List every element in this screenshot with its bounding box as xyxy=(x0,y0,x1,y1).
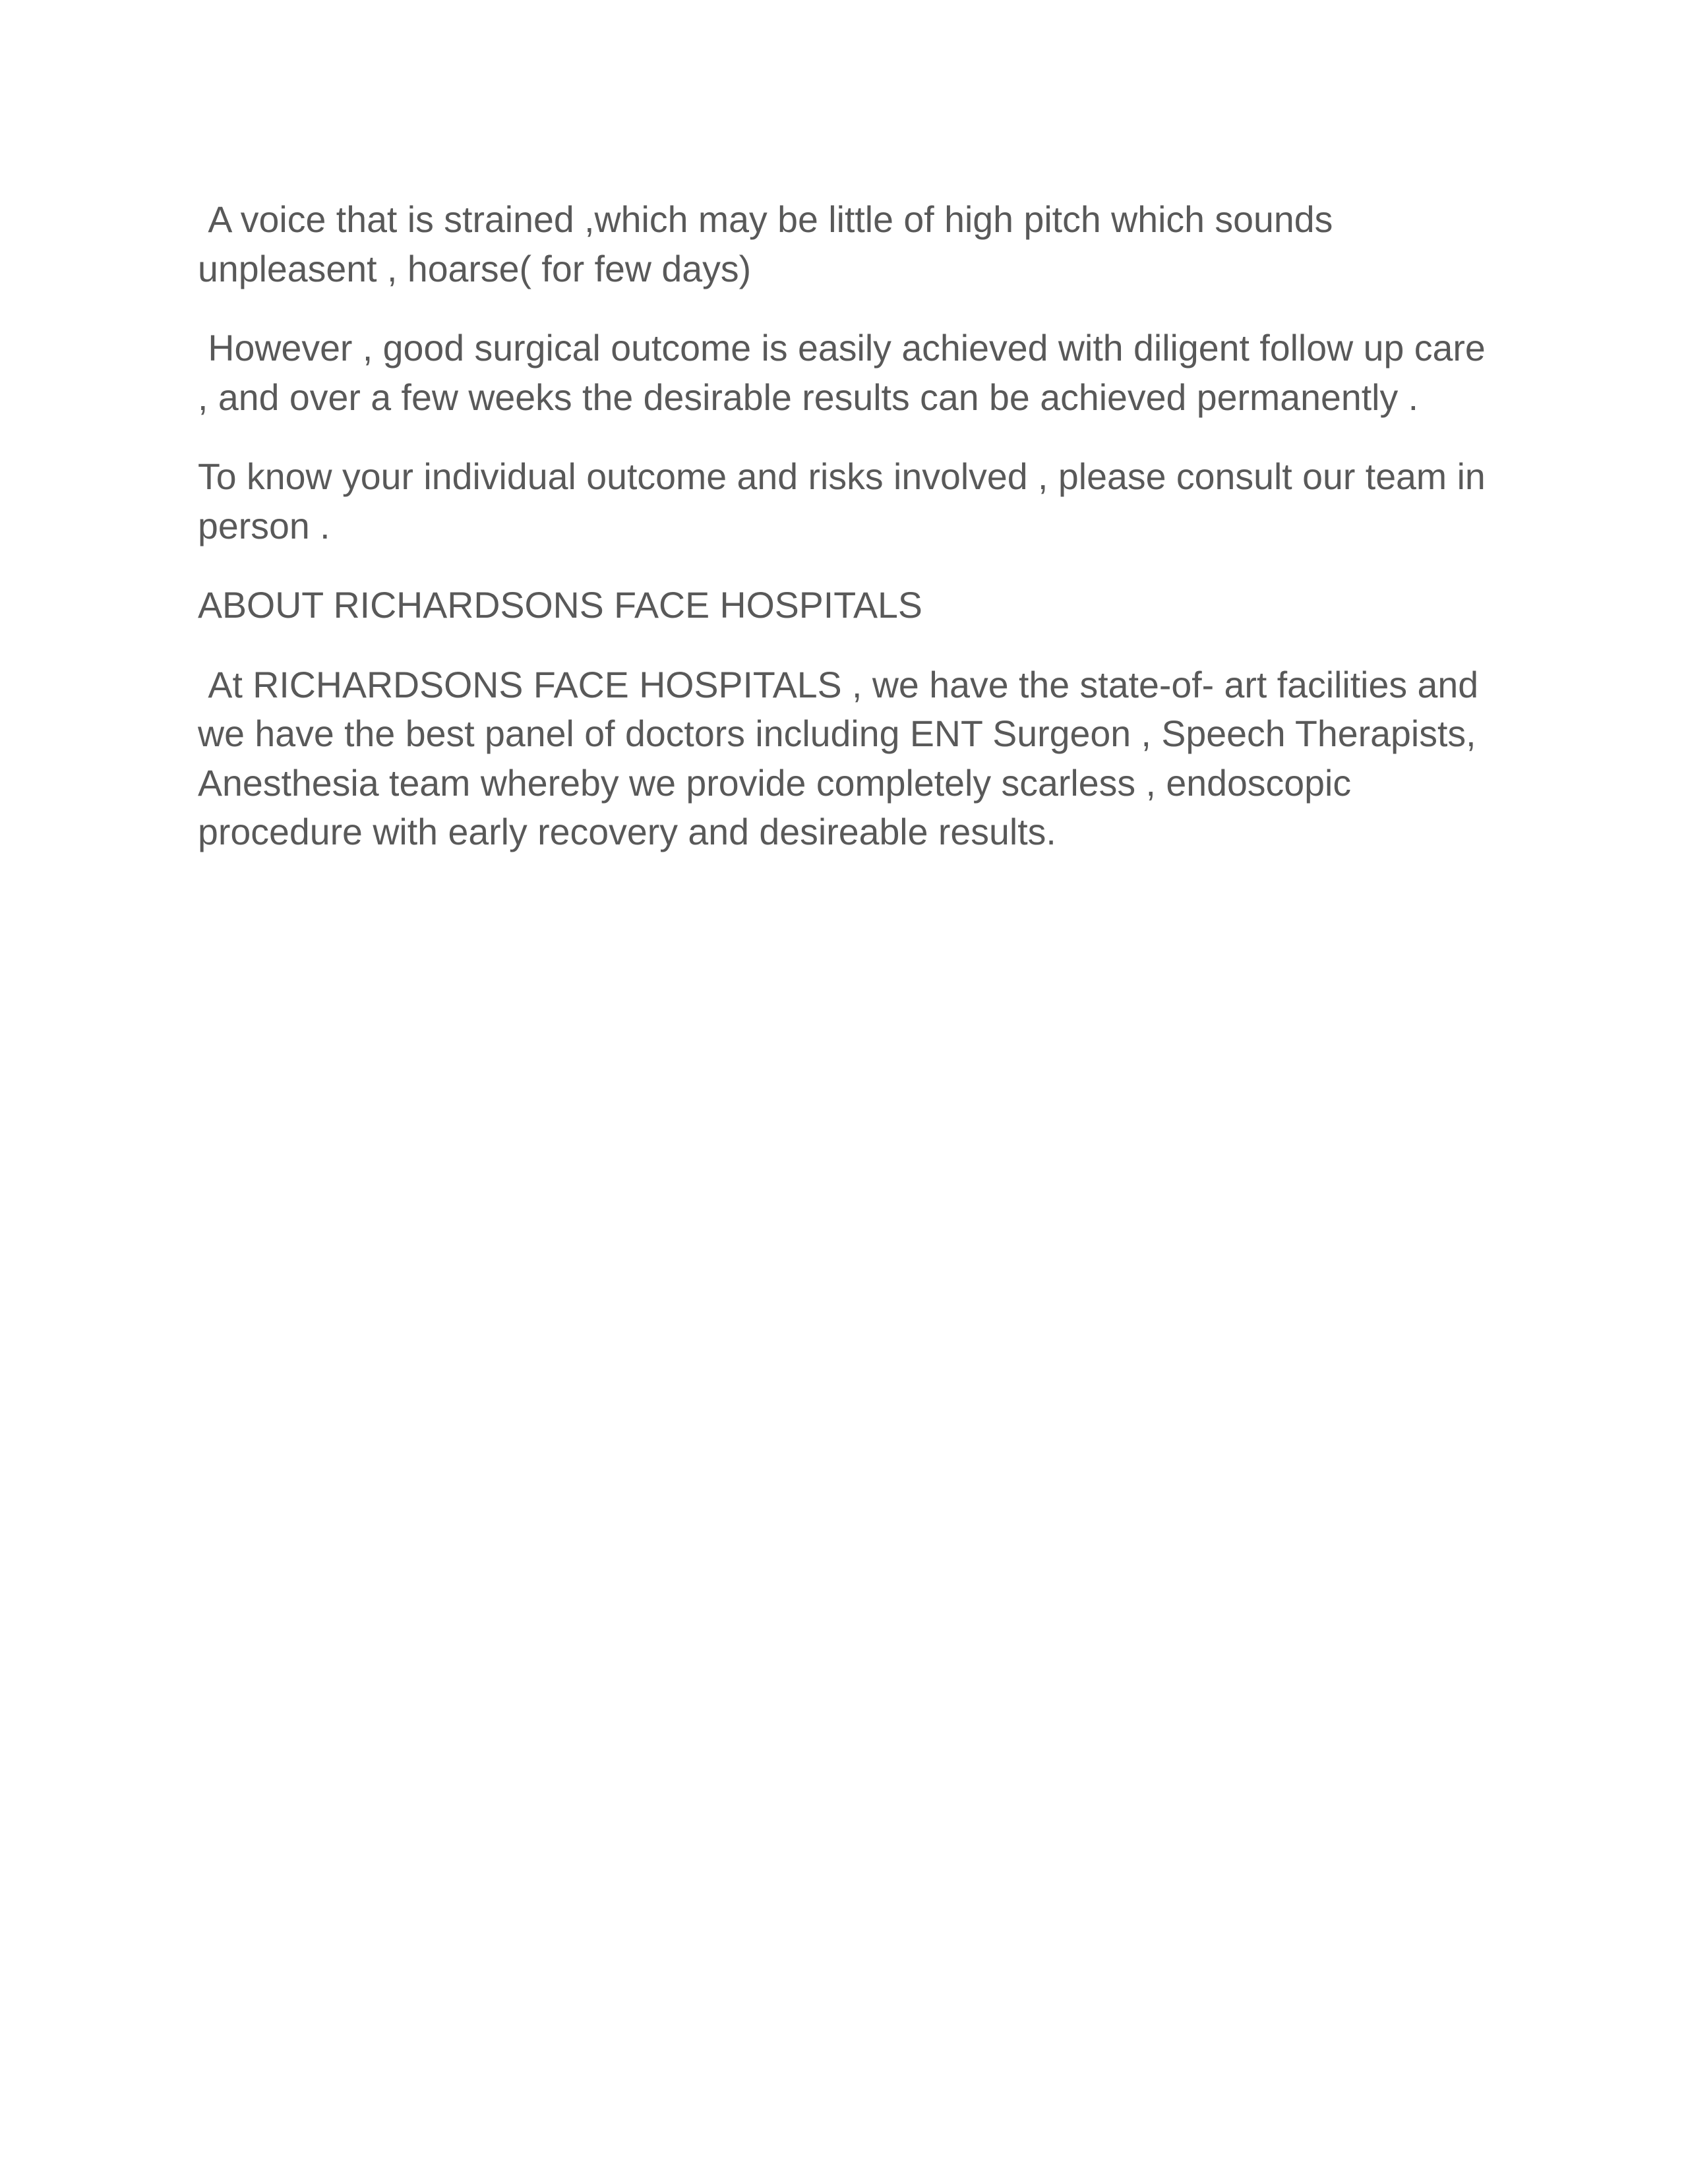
paragraph-surgical-outcome: However , good surgical outcome is easily achieved with diligent follow up care , and over a few weeks the desirable results can be achieved permanently . xyxy=(198,328,1496,418)
paragraph-consult-team: To know your individual outcome and risks involved , please consult our team in person . xyxy=(198,456,1496,546)
section-heading-about: ABOUT RICHARDSONS FACE HOSPITALS xyxy=(198,585,922,626)
document-body xyxy=(198,195,1499,887)
paragraph-about-hospital: At RICHARDSONS FACE HOSPITALS , we have the state-of- art facilities and we have the best panel of doctors including ENT Surgeon , Speech Therapists, Anesthesia team whereby we provide completely scarless , endoscopic procedure with early recovery and desireable results. xyxy=(198,664,1499,852)
paragraph-voice-strained: A voice that is strained ,which may be little of high pitch which sounds unpleasent , hoarse( for few days) xyxy=(198,199,1343,289)
